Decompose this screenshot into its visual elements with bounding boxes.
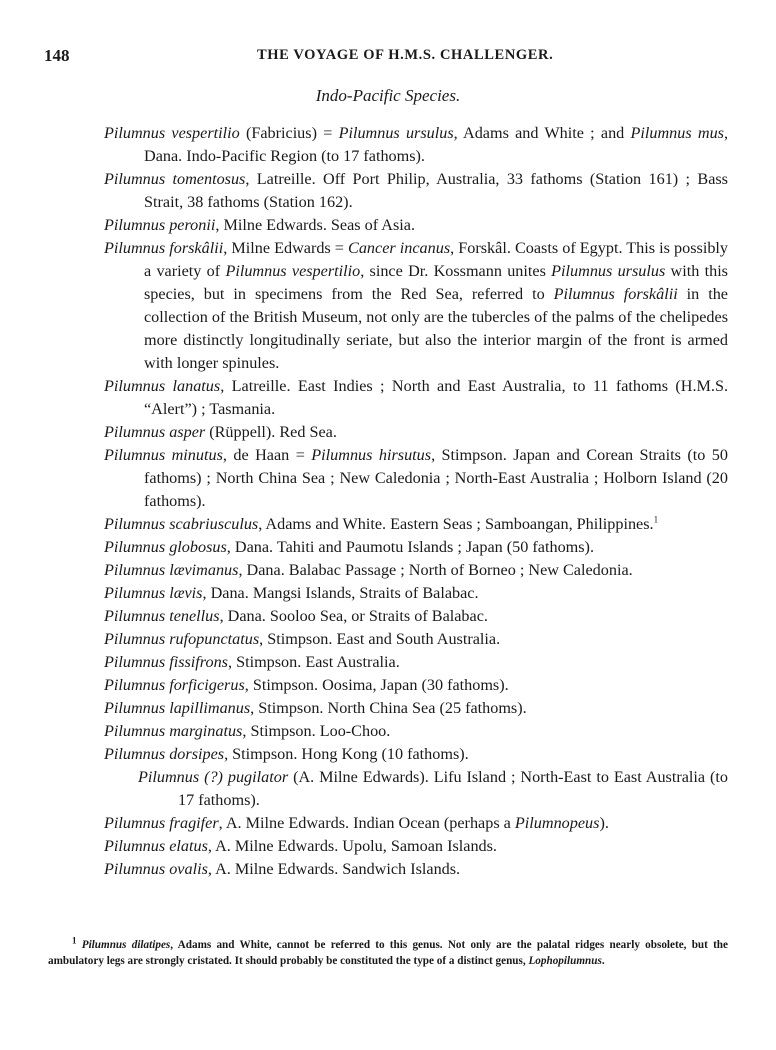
species-reference: Pilumnus forskâlii <box>553 285 678 303</box>
entry-text: , Adams and White. Eastern Seas ; Samboangan, Philippines. <box>258 515 654 533</box>
entry-text: , Adams and White ; and <box>453 124 631 142</box>
entry-text: (Rüppell). Red Sea. <box>205 423 337 441</box>
species-name: Pilumnus marginatus <box>104 722 243 740</box>
species-list <box>104 122 728 881</box>
species-entry <box>104 513 728 536</box>
entry-text: , Stimpson. Japan and Corean Straits (to 50 fathoms) ; North China Sea ; New Caledonia ; North-East Australia ; Holborn Island (20 fathoms). <box>144 446 728 510</box>
species-name: Pilumnus peronii <box>104 216 216 234</box>
species-name: Pilumnus lævimanus <box>104 561 239 579</box>
species-name: Pilumnus elatus <box>104 837 208 855</box>
entry-text: , Dana. Indo-Pacific Region (to 17 fathoms). <box>144 124 729 165</box>
species-entry <box>104 214 728 237</box>
footnote-genus-name: Lophopilumnus <box>528 954 602 967</box>
entry-text: , Stimpson. North China Sea (25 fathoms). <box>250 699 527 717</box>
synonym-name: Pilumnus mus <box>630 124 724 142</box>
entry-text: , Milne Edwards = <box>223 239 349 257</box>
species-entry <box>104 605 728 628</box>
entry-text: , Stimpson. Oosima, Japan (30 fathoms). <box>244 676 509 694</box>
species-name: Pilumnus ovalis <box>104 860 208 878</box>
entry-text: ). <box>599 814 609 832</box>
species-name: Pilumnus globosus <box>104 538 227 556</box>
species-entry <box>104 628 728 651</box>
entry-text: , A. Milne Edwards. Indian Ocean (perhaps a <box>218 814 515 832</box>
page-number: 148 <box>44 46 70 65</box>
entry-text: , Stimpson. Hong Kong (10 fathoms). <box>224 745 469 763</box>
species-entry <box>104 559 728 582</box>
species-entry <box>104 674 728 697</box>
entry-text: , A. Milne Edwards. Upolu, Samoan Islands. <box>207 837 497 855</box>
genus-name: Pilumnopeus <box>514 814 600 832</box>
entry-text: in the collection of the British Museum, not only are the tubercles of the palms of the chelipedes more distinctly longitudinally seriate, but also the interior margin of the front is armed with longer spinules. <box>144 285 728 372</box>
entry-text: , Stimpson. East Australia. <box>227 653 400 671</box>
species-name: Pilumnus lævis <box>104 584 203 602</box>
species-entry <box>104 743 728 766</box>
species-name: Pilumnus minutus <box>104 446 223 464</box>
species-entry <box>104 582 728 605</box>
footnote-number: 1 <box>72 935 77 946</box>
species-entry <box>104 536 728 559</box>
entry-text: (Fabricius) = <box>239 124 339 142</box>
species-reference: Pilumnus ursulus <box>551 262 666 280</box>
entry-text: , since Dr. Kossmann unites <box>360 262 552 280</box>
entry-text: , Stimpson. Loo-Choo. <box>242 722 391 740</box>
synonym-name: Cancer incanus <box>348 239 451 257</box>
entry-text: , A. Milne Edwards. Sandwich Islands. <box>207 860 461 878</box>
species-reference: Pilumnus vespertilio <box>225 262 361 280</box>
species-name: Pilumnus forskâlii <box>104 239 224 257</box>
species-name: Pilumnus tenellus <box>104 607 220 625</box>
entry-text: , Dana. Tahiti and Paumotu Islands ; Japan (50 fathoms). <box>226 538 594 556</box>
species-name: Pilumnus dorsipes <box>104 745 225 763</box>
page-header <box>44 46 724 68</box>
species-name: Pilumnus lanatus <box>104 377 221 395</box>
footnote-text: , Adams and White, cannot be referred to this genus. Not only are the palatal ridges nearly obsolete, but the ambulatory legs are strongly cristated. It should probably be constituted the type of a distinct genus, <box>48 939 728 967</box>
species-name: Pilumnus fissifrons <box>104 653 228 671</box>
entry-text: , Latreille. Off Port Philip, Australia, 33 fathoms (Station 161) ; Bass Strait, 38 fathoms (Station 162). <box>144 170 728 211</box>
footnote-text-end: . <box>601 954 605 967</box>
species-entry <box>104 375 728 421</box>
species-entry <box>104 421 728 444</box>
footnote-mark[interactable]: 1 <box>653 514 659 525</box>
synonym-name: Pilumnus ursulus <box>338 124 454 142</box>
species-name: Pilumnus (?) pugilator <box>138 768 289 786</box>
species-entry <box>104 720 728 743</box>
species-entry <box>104 237 728 375</box>
species-name: Pilumnus scabriusculus <box>104 515 259 533</box>
entry-text: (A. Milne Edwards). Lifu Island ; North-East to East Australia (to 17 fathoms). <box>178 768 728 809</box>
entry-text: , Dana. Mangsi Islands, Straits of Balabac. <box>202 584 479 602</box>
species-entry <box>104 697 728 720</box>
entry-text: with this species, but in specimens from the Red Sea, referred to <box>144 262 728 303</box>
footnote <box>48 935 728 969</box>
entry-text: , Forskâl. Coasts of Egypt. This is possibly a variety of <box>144 239 729 280</box>
synonym-name: Pilumnus hirsutus <box>311 446 432 464</box>
species-name: Pilumnus asper <box>104 423 206 441</box>
species-entry <box>104 766 728 812</box>
footnote-species-name: Pilumnus dilatipes <box>81 939 171 951</box>
species-entry <box>104 812 728 835</box>
species-name: Pilumnus fragifer <box>104 814 219 832</box>
species-entry <box>104 858 728 881</box>
species-entry <box>104 651 728 674</box>
species-name: Pilumnus lapillimanus <box>104 699 251 717</box>
entry-text: , de Haan = <box>222 446 312 464</box>
entry-text: , Dana. Sooloo Sea, or Straits of Balabac. <box>219 607 488 625</box>
species-name: Pilumnus tomentosus <box>104 170 246 188</box>
entry-text: , Stimpson. East and South Australia. <box>259 630 501 648</box>
species-name: Pilumnus vespertilio <box>104 124 240 142</box>
species-name: Pilumnus rufopunctatus <box>104 630 260 648</box>
species-name: Pilumnus forficigerus <box>104 676 245 694</box>
species-entry <box>104 122 728 168</box>
entry-text: , Latreille. East Indies ; North and East Australia, to 11 fathoms (H.M.S. “Alert”) ; Tasmania. <box>144 377 728 418</box>
running-head: THE VOYAGE OF H.M.S. CHALLENGER. <box>257 47 554 63</box>
species-entry <box>104 444 728 513</box>
entry-text: , Milne Edwards. Seas of Asia. <box>215 216 415 234</box>
species-entry <box>104 835 728 858</box>
section-title: Indo-Pacific Species. <box>315 86 461 105</box>
species-entry <box>104 168 728 214</box>
entry-text: , Dana. Balabac Passage ; North of Borneo ; New Caledonia. <box>238 561 633 579</box>
